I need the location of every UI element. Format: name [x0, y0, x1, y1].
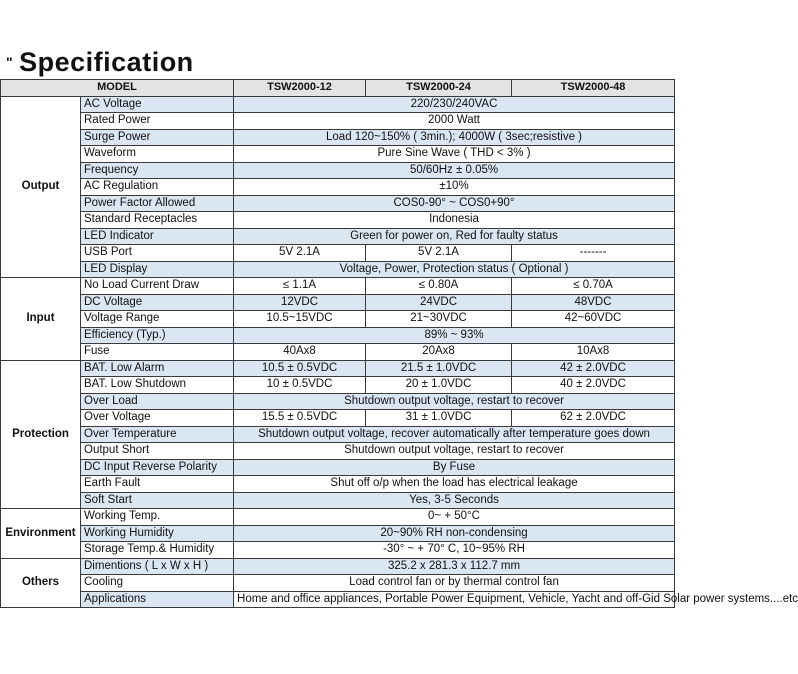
spec-label: Cooling: [81, 575, 234, 592]
table-row: [1, 195, 675, 212]
table-row: [1, 542, 675, 559]
table-row: [1, 393, 675, 410]
spec-table-body: [1, 96, 798, 608]
spec-value: Pure Sine Wave ( THD < 3% ): [234, 146, 675, 163]
spec-label: Rated Power: [81, 113, 234, 130]
table-row: [1, 146, 675, 163]
group-label: Others: [1, 558, 81, 608]
group-label: Input: [1, 278, 81, 361]
table-row: [1, 591, 675, 608]
table-row: [1, 162, 675, 179]
table-row: [1, 558, 675, 575]
spec-value: ≤ 0.70A: [512, 278, 675, 295]
table-row: [1, 492, 675, 509]
spec-value: Shutdown output voltage, recover automatically after temperature goes down: [234, 426, 675, 443]
table-row: [1, 459, 675, 476]
table-row: [1, 212, 675, 229]
spec-value: 5V 2.1A: [234, 245, 366, 262]
table-row: [1, 129, 675, 146]
spec-value: 15.5 ± 0.5VDC: [234, 410, 366, 427]
model-column-header: TSW2000-48: [512, 80, 675, 97]
spec-label: Soft Start: [81, 492, 234, 509]
spec-label: Power Factor Allowed: [81, 195, 234, 212]
spec-value: 325.2 x 281.3 x 112.7 mm: [234, 558, 675, 575]
spec-label: Output Short: [81, 443, 234, 460]
table-row: [1, 261, 675, 278]
spec-label: BAT. Low Alarm: [81, 360, 234, 377]
spec-value: 10.5 ± 0.5VDC: [234, 360, 366, 377]
group-label: Environment: [1, 509, 81, 559]
spec-label: Fuse: [81, 344, 234, 361]
table-row: [1, 410, 675, 427]
spec-label: Waveform: [81, 146, 234, 163]
spec-value: 0~ + 50°C: [234, 509, 675, 526]
model-column-header: TSW2000-12: [234, 80, 366, 97]
spec-label: Efficiency (Typ.): [81, 327, 234, 344]
spec-value: 40Ax8: [234, 344, 366, 361]
spec-value: COS0-90° ~ COS0+90°: [234, 195, 675, 212]
table-row: [1, 278, 675, 295]
table-row: [1, 426, 675, 443]
spec-value: 48VDC: [512, 294, 675, 311]
spec-value: 24VDC: [366, 294, 512, 311]
group-label: Output: [1, 96, 81, 278]
table-row: [1, 327, 675, 344]
table-row: [1, 377, 675, 394]
table-row: [1, 344, 675, 361]
spec-value: By Fuse: [234, 459, 675, 476]
spec-value: 62 ± 2.0VDC: [512, 410, 675, 427]
spec-value: 21~30VDC: [366, 311, 512, 328]
spec-label: Standard Receptacles: [81, 212, 234, 229]
spec-value: Home and office appliances, Portable Power Equipment, Vehicle, Yacht and off-Gid Solar power systems....etc: [234, 591, 675, 608]
spec-value: 21.5 ± 1.0VDC: [366, 360, 512, 377]
spec-label: Voltage Range: [81, 311, 234, 328]
spec-label: Earth Fault: [81, 476, 234, 493]
spec-label: Over Voltage: [81, 410, 234, 427]
spec-label: AC Regulation: [81, 179, 234, 196]
spec-value: Shutdown output voltage, restart to recover: [234, 393, 675, 410]
spec-label: USB Port: [81, 245, 234, 262]
table-row: [1, 294, 675, 311]
spec-label: LED Display: [81, 261, 234, 278]
spec-value: 10 ± 0.5VDC: [234, 377, 366, 394]
spec-value: Yes, 3-5 Seconds: [234, 492, 675, 509]
spec-label: Over Temperature: [81, 426, 234, 443]
spec-value: ±10%: [234, 179, 675, 196]
spec-value: 5V 2.1A: [366, 245, 512, 262]
spec-label: Working Temp.: [81, 509, 234, 526]
title-mark: ": [6, 54, 14, 70]
table-row: [1, 360, 675, 377]
title-text: Specification: [19, 47, 194, 77]
spec-value: 20~90% RH non-condensing: [234, 525, 675, 542]
spec-value: 31 ± 1.0VDC: [366, 410, 512, 427]
table-row: [1, 575, 675, 592]
spec-label: Frequency: [81, 162, 234, 179]
spec-label: Working Humidity: [81, 525, 234, 542]
spec-value: 50/60Hz ± 0.05%: [234, 162, 675, 179]
spec-value: 40 ± 2.0VDC: [512, 377, 675, 394]
spec-value: 89% ~ 93%: [234, 327, 675, 344]
spec-label: Surge Power: [81, 129, 234, 146]
spec-value: ≤ 1.1A: [234, 278, 366, 295]
spec-value: -30° ~ + 70° C, 10~95% RH: [234, 542, 675, 559]
table-header-row: [1, 80, 675, 97]
spec-label: DC Input Reverse Polarity: [81, 459, 234, 476]
spec-label: DC Voltage: [81, 294, 234, 311]
spec-label: LED Indicator: [81, 228, 234, 245]
page-title: [6, 46, 194, 78]
spec-value: Shut off o/p when the load has electrical leakage: [234, 476, 675, 493]
spec-value: 220/230/240VAC: [234, 96, 675, 113]
spec-value: Green for power on, Red for faulty status: [234, 228, 675, 245]
table-row: [1, 228, 675, 245]
spec-value: 2000 Watt: [234, 113, 675, 130]
spec-value: Voltage, Power, Protection status ( Optional ): [234, 261, 675, 278]
spec-value: -------: [512, 245, 675, 262]
table-row: [1, 113, 675, 130]
spec-value: Load control fan or by thermal control fan: [234, 575, 675, 592]
table-row: [1, 245, 675, 262]
spec-label: Applications: [81, 591, 234, 608]
spec-value: 20Ax8: [366, 344, 512, 361]
table-row: [1, 96, 675, 113]
table-row: [1, 311, 675, 328]
spec-table: [0, 79, 798, 608]
spec-value: 42~60VDC: [512, 311, 675, 328]
spec-value: Indonesia: [234, 212, 675, 229]
table-row: [1, 525, 675, 542]
spec-value: 10Ax8: [512, 344, 675, 361]
table-row: [1, 476, 675, 493]
spec-label: No Load Current Draw: [81, 278, 234, 295]
table-row: [1, 443, 675, 460]
spec-value: 10.5~15VDC: [234, 311, 366, 328]
spec-value: 20 ± 1.0VDC: [366, 377, 512, 394]
spec-label: Over Load: [81, 393, 234, 410]
spec-label: BAT. Low Shutdown: [81, 377, 234, 394]
group-label: Protection: [1, 360, 81, 509]
spec-label: Storage Temp.& Humidity: [81, 542, 234, 559]
table-row: [1, 509, 675, 526]
table-row: [1, 179, 675, 196]
spec-value: ≤ 0.80A: [366, 278, 512, 295]
spec-label: AC Voltage: [81, 96, 234, 113]
spec-value: 42 ± 2.0VDC: [512, 360, 675, 377]
model-header: MODEL: [1, 80, 234, 97]
spec-value: 12VDC: [234, 294, 366, 311]
model-column-header: TSW2000-24: [366, 80, 512, 97]
spec-value: Shutdown output voltage, restart to recover: [234, 443, 675, 460]
spec-label: Dimentions ( L x W x H ): [81, 558, 234, 575]
spec-value: Load 120~150% ( 3min.); 4000W ( 3sec;resistive ): [234, 129, 675, 146]
